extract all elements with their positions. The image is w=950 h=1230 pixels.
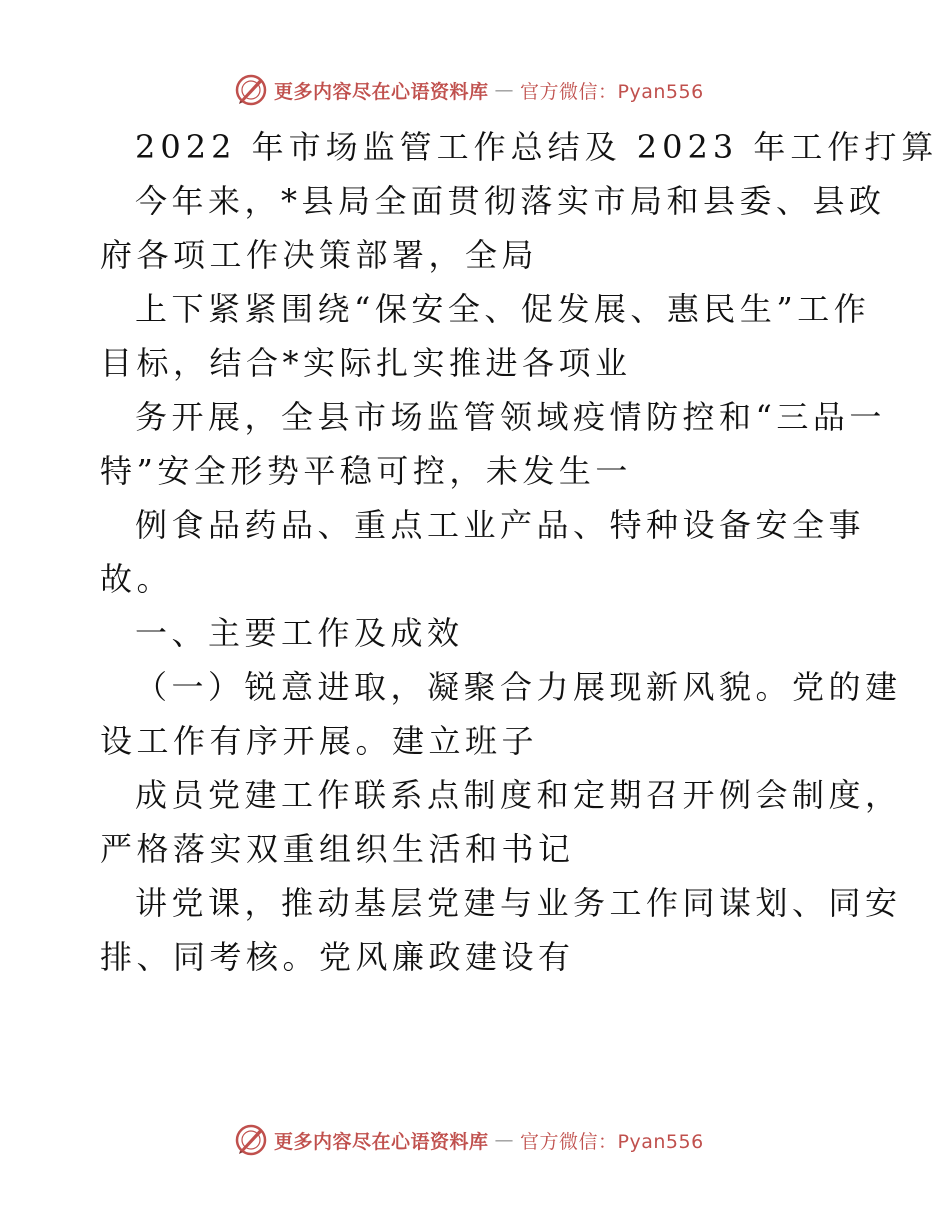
quill-logo-icon [234,1123,268,1157]
document-title: 2022 年市场监管工作总结及 2023 年工作打算 [135,128,939,166]
paragraph-line: 设工作有序开展。建立班子 [100,722,539,760]
quill-logo-icon [234,73,268,107]
paragraph-line: 特”安全形势平稳可控，未发生一 [100,452,632,490]
paragraph-line: 例食品药品、重点工业产品、特种设备安全事 [135,506,866,544]
paragraph-line: 故。 [100,560,174,598]
document-body [100,120,939,984]
watermark-brand-text: 更多内容尽在心语资料库 [274,80,489,103]
paragraph-line: 府各项工作决策部署，全局 [100,236,539,274]
header-watermark [234,73,754,107]
watermark-brand-text: 更多内容尽在心语资料库 [274,1130,489,1153]
paragraph-line: 目标，结合*实际扎实推进各项业 [100,344,632,382]
paragraph-line: 成员党建工作联系点制度和定期召开例会制度， [135,776,902,814]
watermark-wechat-text: 官方微信：Pyan556 [520,80,704,103]
paragraph-line: 严格落实双重组织生活和书记 [100,830,575,868]
subsection-heading: （一）锐意进取，凝聚合力展现新风貌。党的建 [135,668,902,706]
watermark-dash: — [494,79,515,101]
paragraph-line: 务开展，全县市场监管领域疫情防控和“三品一 [135,398,886,436]
paragraph-line: 讲党课，推动基层党建与业务工作同谋划、同安 [135,884,902,922]
watermark-wechat-text: 官方微信：Pyan556 [520,1130,704,1153]
paragraph-line: 今年来，*县局全面贯彻落实市局和县委、县政 [135,182,886,220]
footer-watermark [234,1123,754,1157]
section-heading: 一、主要工作及成效 [135,614,464,652]
paragraph-line: 排、同考核。党风廉政建设有 [100,938,575,976]
paragraph-line: 上下紧紧围绕“保安全、促发展、惠民生”工作 [135,290,871,328]
watermark-dash: — [494,1129,515,1151]
